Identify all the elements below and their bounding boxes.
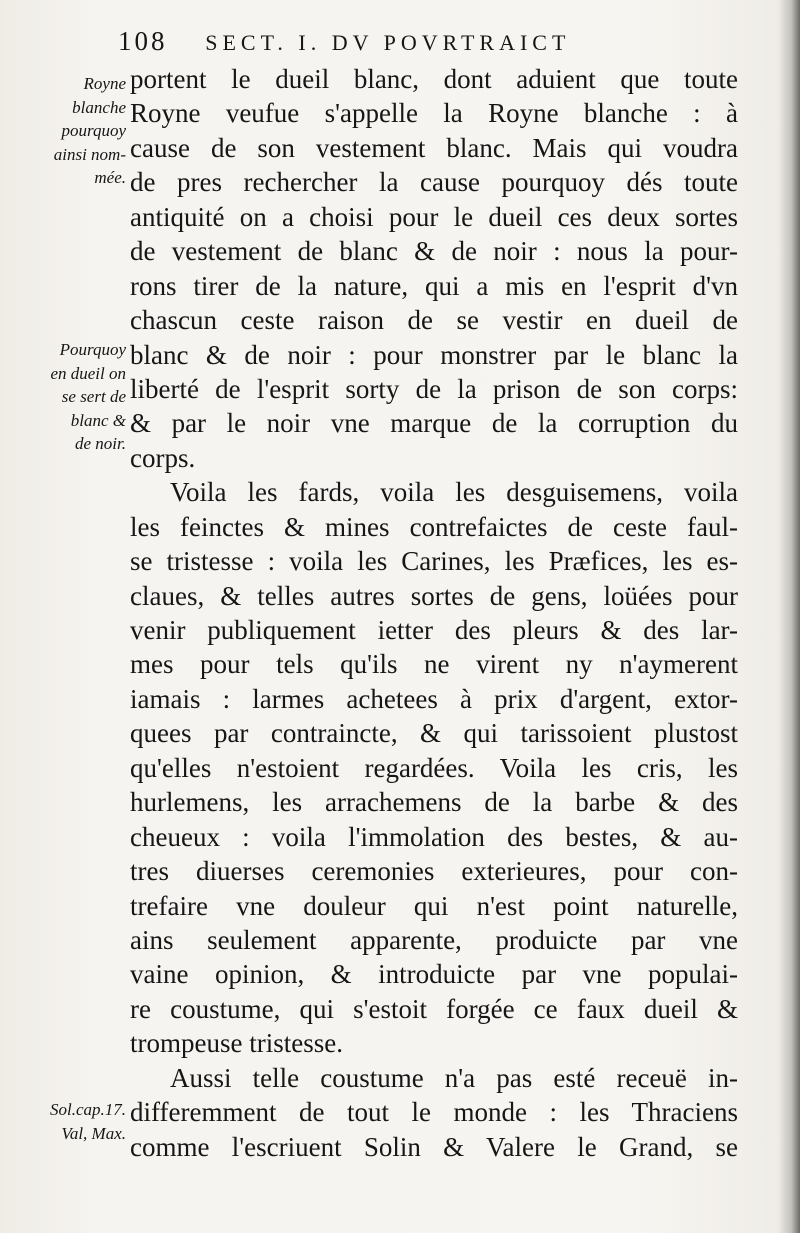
text-line: Royne veufue s'appelle la Royne blanche : à	[130, 98, 738, 129]
margin-note-line: blanc &	[70, 410, 126, 430]
text-line: corps.	[130, 442, 196, 473]
text-line: rons tirer de la nature, qui a mis en l'esprit d'vn	[130, 270, 738, 301]
text-line: iamais : larmes achetees à prix d'argent, extor-	[130, 683, 738, 714]
margin-note-line: Pourquoy	[59, 340, 126, 359]
margin-note-sources	[4, 1098, 126, 1145]
text-line: & par le noir vne marque de la corruption du	[130, 408, 738, 439]
text-line: mes pour tels qu'ils ne virent ny n'aymerent	[130, 649, 738, 680]
margin-note-royne-blanche	[4, 72, 126, 190]
text-line: claues, & telles autres sortes de gens, loüées pour	[130, 580, 738, 611]
text-line: differemment de tout le monde : les Thraciens	[130, 1097, 738, 1128]
text-line: ains seulement apparente, produicte par vne	[130, 924, 738, 955]
margin-note-line: ainsi nom-	[53, 144, 126, 164]
text-line: antiquité on a choisi pour le dueil ces deux sortes	[130, 201, 738, 232]
text-line: de vestement de blanc & de noir : nous la pour-	[130, 236, 738, 267]
text-line: hurlemens, les arrachemens de la barbe & des	[130, 787, 738, 818]
text-line: re coustume, qui s'estoit forgée ce faux dueil &	[130, 993, 738, 1024]
running-head	[118, 26, 718, 60]
running-title: SECT. I. DV POVRTRAICT	[205, 30, 571, 55]
text-line: qu'elles n'estoient regardées. Voila les cris, les	[130, 752, 738, 783]
text-line: cheueux : voila l'immolation des bestes, & au-	[130, 821, 738, 852]
text-line: de pres rechercher la cause pourquoy dés toute	[130, 167, 738, 198]
text-line: trompeuse tristesse.	[130, 1028, 343, 1059]
page-gutter-shadow	[778, 0, 800, 1233]
margin-note-pourquoy-dueil	[4, 338, 126, 456]
text-line: les feinctes & mines contrefaictes de ceste faul-	[130, 511, 738, 542]
text-line: venir publiquement ietter des pleurs & des lar-	[130, 615, 738, 645]
text-line: chascun ceste raison de se vestir en dueil de	[130, 305, 738, 336]
margin-note-line: en dueil on	[50, 363, 126, 383]
text-line: comme l'escriuent Solin & Valere le Grand, se	[130, 1131, 738, 1162]
text-line: Aussi telle coustume n'a pas esté receuë in-	[170, 1062, 738, 1093]
text-line: blanc & de noir : pour monstrer par le blanc la	[130, 339, 738, 370]
text-line: quees par contraincte, & qui tarissoient plustost	[130, 718, 738, 749]
text-line: trefaire vne douleur qui n'est point naturelle,	[130, 890, 738, 921]
margin-note-line: se sert de	[61, 387, 126, 406]
margin-note-line: blanche	[72, 97, 126, 117]
margin-note-line: Val, Max.	[61, 1123, 126, 1143]
margin-note-line: mée.	[94, 168, 126, 187]
text-line: liberté de l'esprit sorty de la prison de son corps:	[130, 373, 738, 404]
text-line: portent le dueil blanc, dont aduient que toute	[130, 64, 738, 94]
margin-note-line: Sol.cap.17.	[49, 1100, 126, 1119]
text-line: Voila les fards, voila les desguisemens, voila	[170, 477, 738, 508]
text-line: vaine opinion, & introduicte par vne populai-	[130, 959, 738, 990]
margin-note-line: Royne	[83, 74, 126, 93]
text-line: tres diuerses ceremonies exterieures, pour con-	[130, 856, 738, 887]
text-line: cause de son vestement blanc. Mais qui voudra	[130, 132, 738, 163]
margin-note-line: de noir.	[75, 434, 126, 453]
margin-note-line: pourquoy	[61, 121, 126, 140]
margin-notes	[0, 0, 130, 1233]
text-line: se tristesse : voila les Carines, les Præfices, les es-	[130, 546, 738, 577]
body-text	[130, 62, 738, 1164]
page-number: 108	[118, 26, 168, 56]
